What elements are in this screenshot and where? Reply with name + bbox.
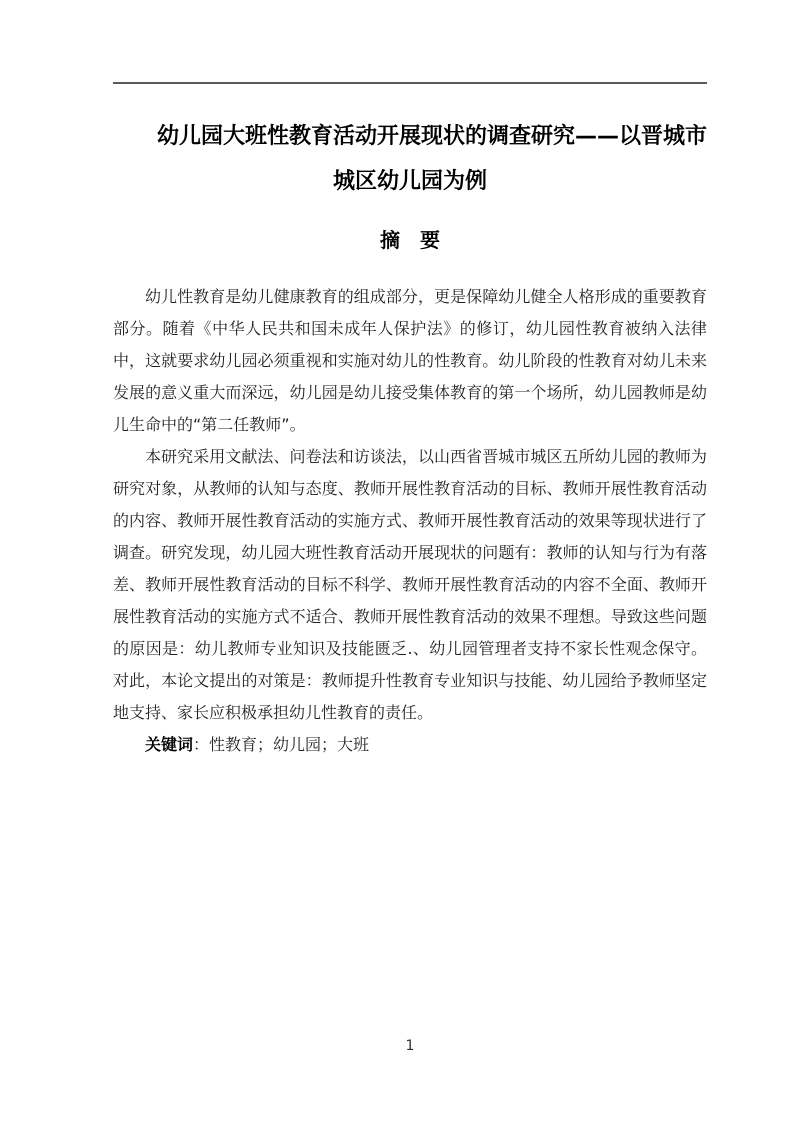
page-content <box>113 0 707 761</box>
document-title-line-1: 幼儿园大班性教育活动开展现状的调查研究——以晋城市 <box>157 124 708 149</box>
keywords-label: 关键词 <box>145 735 194 754</box>
abstract-paragraph-1: 幼儿性教育是幼儿健康教育的组成部分，更是保障幼儿健全人格形成的重要教育部分。随着《中华人民共和国未成年人保护法》的修订，幼儿园性教育被纳入法律中，这就要求幼儿园必须重视和实施对幼儿的性教育。幼儿阶段的性教育对幼儿未来发展的意义重大而深远，幼儿园是幼儿接受集体教育的第一个场所，幼儿园教师是幼儿生命中的“第二任教师”。 <box>113 287 707 434</box>
page-number: 1 <box>405 1038 415 1054</box>
abstract-paragraph-2: 本研究采用文献法、问卷法和访谈法，以山西省晋城市城区五所幼儿园的教师为研究对象，从教师的认知与态度、教师开展性教育活动的目标、教师开展性教育活动的内容、教师开展性教育活动的实施方式、教师开展性教育活动的效果等现状进行了调查。研究发现，幼儿园大班性教育活动开展现状的问题有：教师的认知与行为有落差、教师开展性教育活动的目标不科学、教师开展性教育活动的内容不全面、教师开展性教育活动的实施方式不适合、教师开展性教育活动的效果不理想。导致这些问题的原因是：幼儿教师专业知识及技能匮乏.、幼儿园管理者支持不家长性观念保守。对此，本论文提出的对策是：教师提升性教育专业知识与技能、幼儿园给予教师坚定地支持、家长应积极承担幼儿性教育的责任。 <box>113 447 707 722</box>
keywords-value: ：性教育；幼儿园；大班 <box>193 735 370 754</box>
document-title-line-2: 城区幼儿园为例 <box>332 169 487 194</box>
abstract-heading: 摘 要 <box>380 228 440 252</box>
document-title <box>113 0 707 204</box>
keywords-line <box>113 729 707 761</box>
